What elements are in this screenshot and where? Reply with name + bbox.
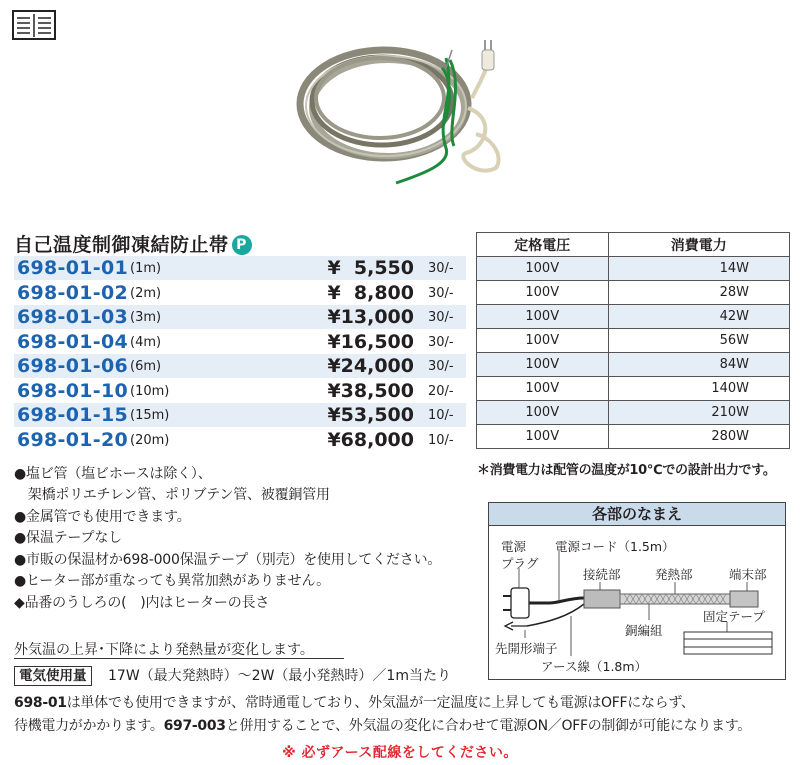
item-length: (3m) — [130, 310, 162, 325]
label-heater: 発熱部 — [655, 567, 693, 582]
item-code: 698-01-10 — [17, 379, 129, 402]
item-price: ¥53,500 — [327, 404, 414, 426]
parts-diagram — [488, 502, 786, 680]
spec-power-cell: 56W — [608, 329, 790, 353]
item-length: (10m) — [130, 383, 170, 399]
price-row — [14, 403, 466, 427]
item-length: (2m) — [130, 285, 162, 301]
item-quantity: 20/- — [428, 383, 454, 399]
spec-voltage-cell: 100V — [477, 425, 609, 449]
item-length: (20m) — [130, 432, 170, 448]
weather-note: 外気温の上昇･下降により発熱量が変化します。 — [14, 642, 314, 658]
item-quantity: 30/- — [428, 261, 454, 276]
price-row — [14, 330, 466, 354]
spec-voltage-cell: 100V — [477, 353, 609, 377]
spec-row — [477, 377, 790, 401]
price-row — [14, 281, 466, 305]
joint-part — [584, 590, 620, 608]
item-price: ¥24,000 — [327, 355, 414, 377]
spec-power-cell: 140W — [608, 377, 790, 401]
note-item: ●保温テープなし — [14, 530, 122, 546]
item-code: 698-01-06 — [17, 355, 129, 377]
item-quantity: 30/- — [428, 310, 454, 325]
book-icon — [12, 10, 56, 40]
label-ground: アース線（1.8m） — [541, 659, 648, 674]
label-plug-2: プラグ — [501, 556, 539, 571]
spec-table — [476, 232, 790, 449]
spec-voltage-cell: 100V — [477, 377, 609, 401]
spec-header-row — [477, 233, 790, 257]
item-code: 698-01-15 — [17, 404, 129, 426]
tape-part — [684, 632, 772, 654]
item-length: (1m) — [130, 261, 162, 276]
spec-row — [477, 425, 790, 449]
item-code: 698-01-02 — [17, 281, 129, 304]
paragraph-1 — [14, 692, 695, 712]
item-quantity: 10/- — [428, 432, 454, 448]
spec-header-voltage: 定格電圧 — [477, 233, 609, 257]
product-photo — [296, 38, 520, 198]
warning-text: ※ 必ずアース配線をしてください。 — [282, 745, 518, 761]
item-length: (6m) — [130, 359, 162, 374]
end-part — [730, 591, 758, 607]
price-row — [14, 354, 466, 378]
usage-label: 電気使用量 — [14, 666, 92, 686]
divider — [14, 658, 344, 659]
label-cord: 電源コード（1.5m） — [555, 539, 675, 554]
item-price: ¥68,000 — [327, 428, 414, 451]
spec-row — [477, 401, 790, 425]
spec-row — [477, 257, 790, 281]
note-item: ●ヒーター部が重なっても異常加熱がありません。 — [14, 573, 330, 589]
paragraph-1-text: は単体でも使用できますが、常時通電しており、外気温が一定温度に上昇しても電源はOFFにならず、 — [66, 695, 695, 711]
item-price: ¥38,500 — [327, 379, 414, 402]
item-quantity: 10/- — [428, 408, 454, 423]
paragraph-2-code: 697-003 — [163, 718, 226, 734]
item-length: (4m) — [130, 334, 162, 350]
spec-voltage-cell: 100V — [477, 257, 609, 281]
note-item: ◆品番のうしろの( )内はヒーターの長さ — [14, 595, 270, 611]
item-quantity: 30/- — [428, 359, 454, 374]
note-item: 架橋ポリエチレン管、ポリブテン管、被覆銅管用 — [14, 487, 330, 503]
note-item: ●市販の保温材か698-000保温テープ（別売）を使用してください。 — [14, 552, 442, 568]
label-tape: 固定テープ — [703, 609, 765, 624]
paragraph-2-start: 待機電力がかかります。 — [14, 718, 164, 734]
diagram-title: 各部のなまえ — [489, 503, 785, 526]
item-code: 698-01-03 — [17, 306, 129, 328]
price-row — [14, 256, 466, 280]
item-price: ¥ 5,550 — [327, 257, 414, 279]
spec-row — [477, 281, 790, 305]
paragraph-1-code: 698-01 — [14, 695, 67, 711]
spec-voltage-cell: 100V — [477, 329, 609, 353]
terminal-icon — [505, 622, 527, 630]
label-joint: 接続部 — [583, 567, 621, 582]
item-price: ¥13,000 — [327, 306, 414, 328]
spec-voltage-cell: 100V — [477, 305, 609, 329]
spec-voltage-cell: 100V — [477, 281, 609, 305]
spec-row — [477, 305, 790, 329]
label-terminal: 先開形端子 — [495, 641, 558, 656]
spec-power-cell: 210W — [608, 401, 790, 425]
item-quantity: 30/- — [428, 334, 454, 350]
spec-power-cell: 14W — [608, 257, 790, 281]
paragraph-2-text: と併用することで、外気温の変化に合わせて電源ON／OFFの制御が可能になります。 — [225, 718, 751, 734]
label-braid: 銅編組 — [625, 623, 663, 638]
item-code: 698-01-20 — [17, 428, 129, 451]
spec-row — [477, 329, 790, 353]
ground-wire — [527, 604, 584, 626]
price-row — [14, 379, 466, 403]
spec-voltage-cell: 100V — [477, 401, 609, 425]
item-price: ¥16,500 — [327, 330, 414, 353]
usage-value: 17W（最大発熱時）～2W（最小発熱時）／1m当たり — [108, 668, 451, 684]
item-code: 698-01-04 — [17, 330, 129, 353]
spec-note: ＊消費電力は配管の温度が10℃での設計出力です。 — [477, 463, 776, 478]
paragraph-2 — [14, 715, 751, 735]
note-item: ●金属管でも使用できます。 — [14, 509, 191, 525]
note-item: ●塩ビ管（塩ビホースは除く）、 — [14, 466, 212, 482]
label-plug-1: 電源 — [501, 539, 527, 554]
item-price: ¥ 8,800 — [327, 281, 414, 304]
spec-power-cell: 28W — [608, 281, 790, 305]
item-quantity: 30/- — [428, 285, 454, 301]
spec-power-cell: 42W — [608, 305, 790, 329]
item-code: 698-01-01 — [17, 257, 129, 279]
spec-row — [477, 353, 790, 377]
plug-icon — [503, 588, 549, 618]
p-badge-icon: P — [232, 235, 252, 255]
item-length: (15m) — [130, 408, 170, 423]
spec-power-cell: 84W — [608, 353, 790, 377]
label-end: 端末部 — [729, 567, 767, 582]
price-row — [14, 305, 466, 329]
price-row — [14, 428, 466, 452]
product-title-text: 自己温度制御凍結防止帯 — [14, 234, 229, 256]
spec-header-power: 消費電力 — [608, 233, 790, 257]
spec-power-cell: 280W — [608, 425, 790, 449]
product-title — [14, 230, 252, 257]
